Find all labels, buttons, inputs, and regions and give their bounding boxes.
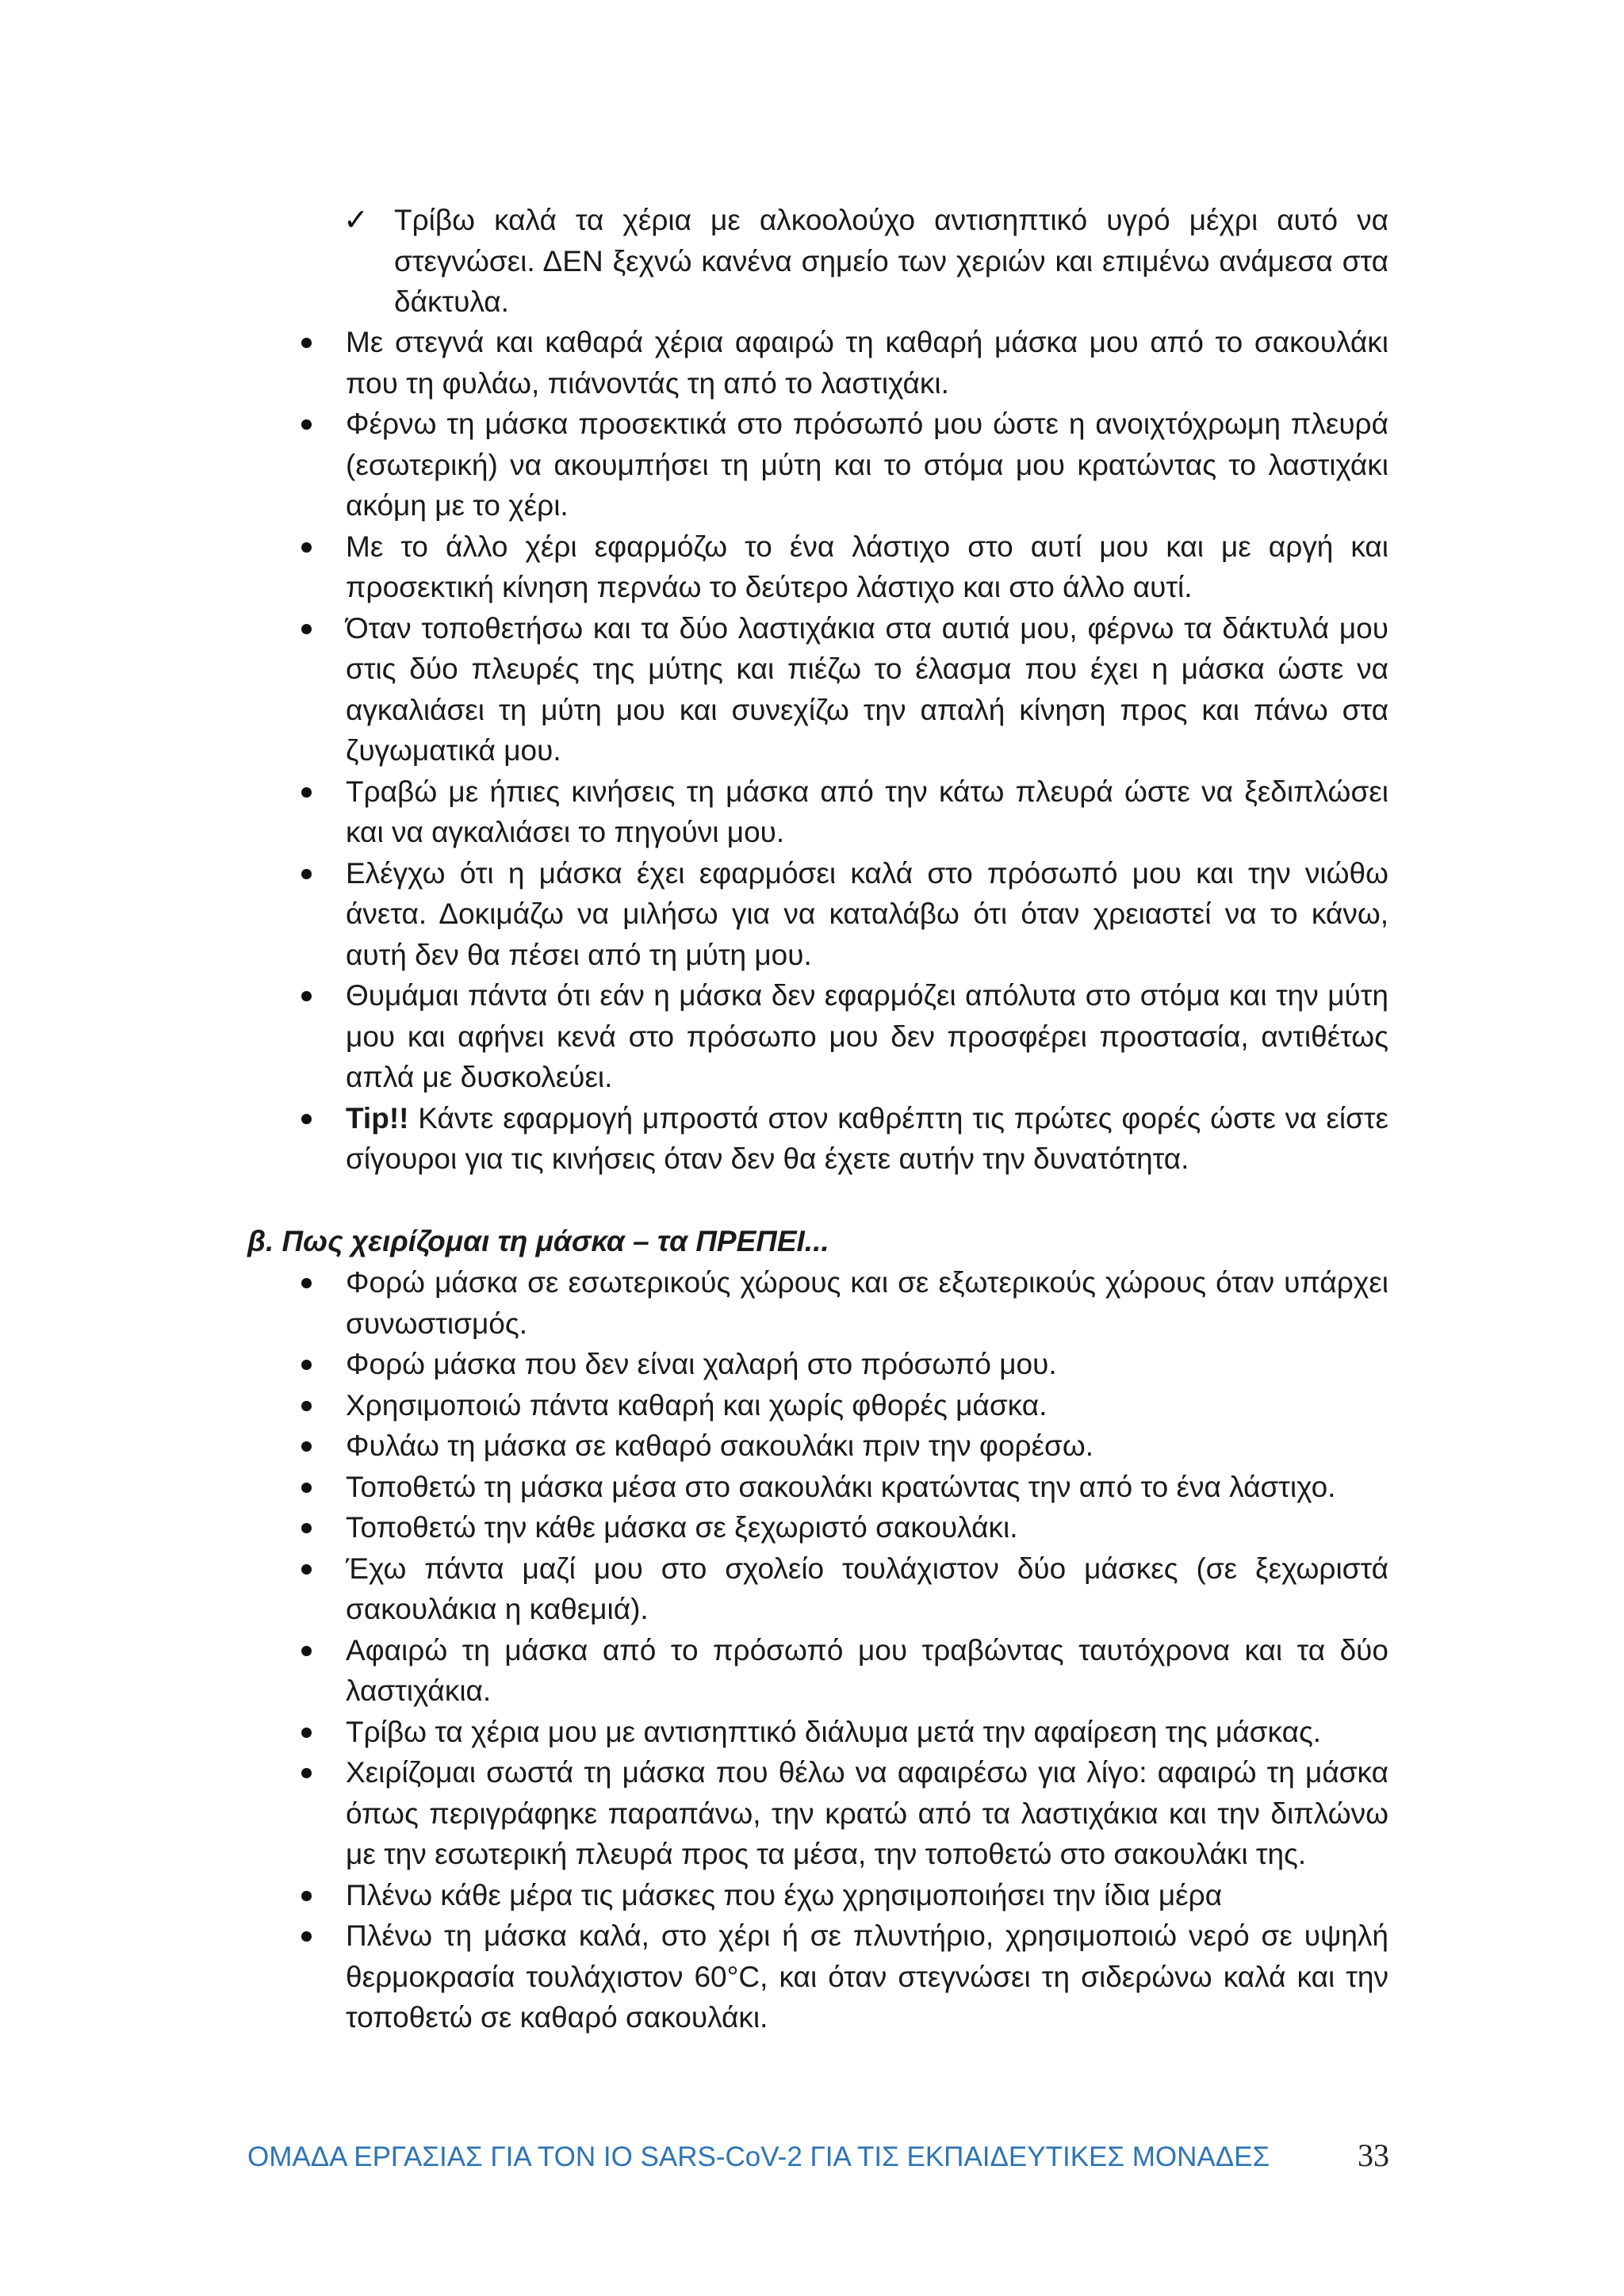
list-item: Φυλάω τη μάσκα σε καθαρό σακουλάκι πριν την φορέσω. [346, 1425, 1388, 1467]
list-item: Έχω πάντα μαζί μου στο σχολείο τουλάχιστον δύο μάσκες (σε ξεχωριστά σακουλάκια η καθεμιά). [346, 1548, 1388, 1630]
list-item: Θυμάμαι πάντα ότι εάν η μάσκα δεν εφαρμόζει απόλυτα στο στόμα και την μύτη μου και αφήνει κενά στο πρόσωπο μου δεν προσφέρει προστασία, αντιθέτως απλά με δυσκολεύει. [346, 975, 1388, 1098]
bullet-icon [301, 869, 312, 879]
check-item-text: Τρίβω καλά τα χέρια με αλκοολούχο αντισηπτικό υγρό μέχρι αυτό να στεγνώσει. ΔΕΝ ξεχνώ κανένα σημείο των χεριών και επιμένω ανάμεσα στα δάκτυλα. [394, 204, 1388, 318]
list-item: Χρησιμοποιώ πάντα καθαρή και χωρίς φθορές μάσκα. [346, 1385, 1388, 1426]
bullet-icon [301, 1646, 312, 1656]
tip-text: Κάντε εφαρμογή μπροστά στον καθρέπτη τις πρώτες φορές ώστε να είστε σίγουροι για τις κινήσεις όταν δεν θα έχετε αυτήν την δυνατότητα. [346, 1101, 1388, 1175]
bullet-icon [301, 1401, 312, 1411]
bullet-icon [301, 1114, 312, 1124]
list-item: Με στεγνά και καθαρά χέρια αφαιρώ τη καθαρή μάσκα μου από το σακουλάκι που τη φυλάω, πιάνοντάς τη από το λαστιχάκι. [346, 322, 1388, 404]
list-item: Φορώ μάσκα σε εσωτερικούς χώρους και σε εξωτερικούς χώρους όταν υπάρχει συνωστισμός. [346, 1262, 1388, 1344]
list-item: Ελέγχω ότι η μάσκα έχει εφαρμόσει καλά στο πρόσωπό μου και την νιώθω άνετα. Δοκιμάζω να μιλήσω για να καταλάβω ότι όταν χρειαστεί να το κάνω, αυτή δεν θα πέσει από τη μύτη μου. [346, 853, 1388, 976]
list-item: Χειρίζομαι σωστά τη μάσκα που θέλω να αφαιρέσω για λίγο: αφαιρώ τη μάσκα όπως περιγράφηκε παραπάνω, την κρατώ από τα λαστιχάκια και την διπλώνω με την εσωτερική πλευρά προς τα μέσα, την τοποθετώ στο σακουλάκι της. [346, 1752, 1388, 1875]
bullet-icon [301, 1768, 312, 1778]
bullet-icon [301, 1278, 312, 1288]
list-item: Αφαιρώ τη μάσκα από το πρόσωπό μου τραβώντας ταυτόχρονα και τα δύο λαστιχάκια. [346, 1630, 1388, 1712]
bullet-icon [301, 338, 312, 348]
list-item: Πλένω κάθε μέρα τις μάσκες που έχω χρησιμοποιήσει την ίδια μέρα [346, 1875, 1388, 1916]
section-heading: β. Πως χειρίζομαι τη μάσκα – τα ΠΡΕΠΕΙ... [247, 1225, 829, 1257]
bullet-icon [301, 1728, 312, 1738]
bullet-icon [301, 787, 312, 798]
bullet-icon [301, 1483, 312, 1493]
bullet-icon [301, 1891, 312, 1901]
list-item: Φέρνω τη μάσκα προσεκτικά στο πρόσωπό μου ώστε η ανοιχτόχρωμη πλευρά (εσωτερική) να ακουμπήσει τη μύτη και το στόμα μου κρατώντας το λαστιχάκι ακόμη με το χέρι. [346, 404, 1388, 526]
tip-label: Tip!! [346, 1101, 409, 1135]
checkmark-icon: ✓ [343, 202, 369, 237]
bullet-icon [301, 1564, 312, 1575]
footer-text: ΟΜΑΔΑ ΕΡΓΑΣΙΑΣ ΓΙΑ ΤΟΝ ΙΟ SARS-CoV-2 ΓΙΑ ΤΙΣ ΕΚΠΑΙΔΕΥΤΙΚΕΣ ΜΟΝΑΔΕΣ [247, 2141, 1270, 2172]
page-number: 33 [1358, 2137, 1389, 2173]
list-item: Τρίβω τα χέρια μου με αντισηπτικό διάλυμα μετά την αφαίρεση της μάσκας. [346, 1712, 1388, 1753]
list-item: Όταν τοποθετήσω και τα δύο λαστιχάκια στα αυτιά μου, φέρνω τα δάκτυλά μου στις δύο πλευρές της μύτης και πιέζω το έλασμα που έχει η μάσκα ώστε να αγκαλιάσει τη μύτη μου και συνεχίζω την απαλή κίνηση προς και πάνω στα ζυγωματικά μου. [346, 608, 1388, 771]
bullet-icon [301, 1523, 312, 1533]
check-list-item [343, 200, 1388, 323]
list-item: Τοποθετώ την κάθε μάσκα σε ξεχωριστό σακουλάκι. [346, 1507, 1388, 1548]
bullet-icon [301, 1931, 312, 1942]
bullet-icon [301, 624, 312, 634]
wear-steps-list [346, 322, 1388, 1180]
list-item: Τοποθετώ τη μάσκα μέσα στο σακουλάκι κρατώντας την από το ένα λάστιχο. [346, 1467, 1388, 1508]
bullet-icon [301, 419, 312, 430]
handling-rules-list [346, 1262, 1388, 2038]
list-item: Τραβώ με ήπιες κινήσεις τη μάσκα από την κάτω πλευρά ώστε να ξεδιπλώσει και να αγκαλιάσει το πηγούνι μου. [346, 771, 1388, 853]
list-item: Με το άλλο χέρι εφαρμόζω το ένα λάστιχο στο αυτί μου και με αργή και προσεκτική κίνηση περνάω το δεύτερο λάστιχο και στο άλλο αυτί. [346, 526, 1388, 608]
bullet-icon [301, 542, 312, 553]
bullet-icon [301, 1441, 312, 1452]
bullet-icon [301, 1360, 312, 1370]
bullet-icon [301, 991, 312, 1001]
tip-item [346, 1098, 1388, 1180]
list-item: Πλένω τη μάσκα καλά, στο χέρι ή σε πλυντήριο, χρησιμοποιώ νερό σε υψηλή θερμοκρασία τουλάχιστον 60°C, και όταν στεγνώσει τη σιδερώνω καλά και την τοποθετώ σε καθαρό σακουλάκι. [346, 1915, 1388, 2038]
list-item: Φορώ μάσκα που δεν είναι χαλαρή στο πρόσωπό μου. [346, 1344, 1388, 1385]
